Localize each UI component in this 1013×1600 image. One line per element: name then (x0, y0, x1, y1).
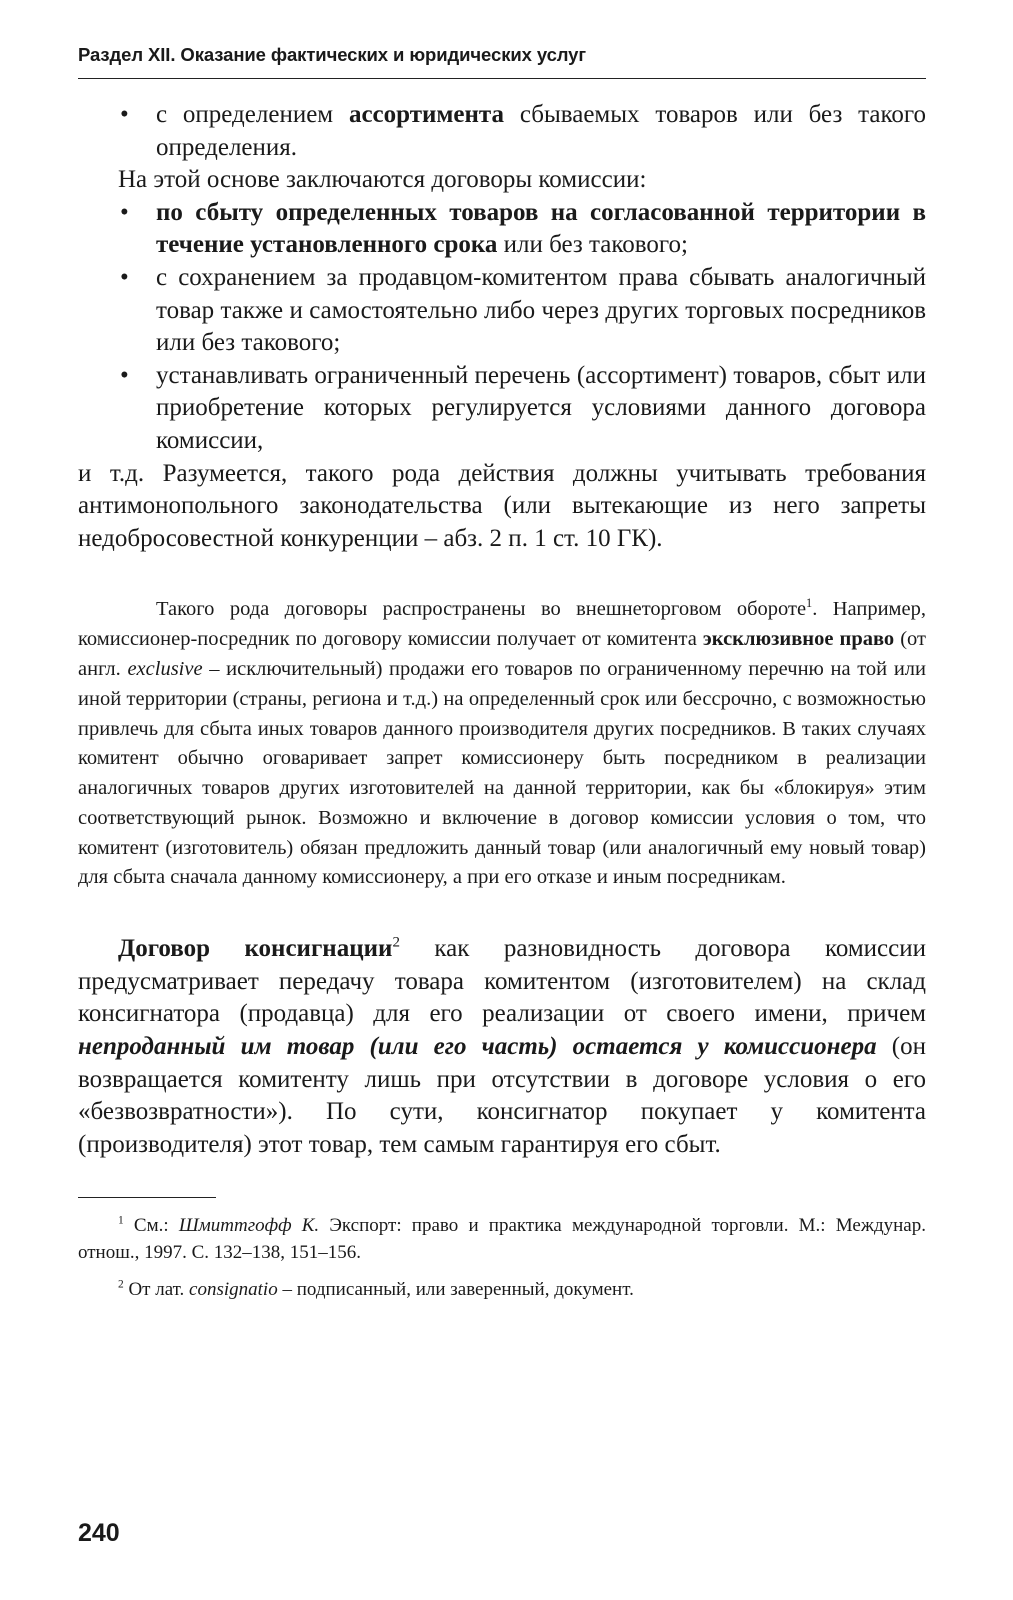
list-item: • по сбыту определенных товаров на согласованной территории в течение установленного срока или без такового; (120, 198, 926, 259)
book-page (78, 44, 926, 1303)
paragraph: и т.д. Разумеется, такого рода действия должны учитывать требования антимонопольного законодательства (или вытекающие из него запреты недобросовестной конкуренции – абз. 2 п. 1 ст. 10 ГК). (78, 459, 926, 552)
footnote: $^2$ От лат. consignatio – подписанный, или заверенный, документ. (118, 1279, 634, 1301)
footnote-ref: 1 (806, 596, 813, 611)
main-text (78, 99, 926, 555)
bullet-icon: • (120, 263, 129, 291)
bullet-list-main (78, 197, 926, 458)
intro-line: На этой основе заключаются договоры комиссии: (118, 166, 647, 194)
list-item: • устанавливать ограниченный перечень (ассортимент) товаров, сбыт или приобретение которых регулируется условиями данного договора комиссии, (120, 361, 926, 454)
bullet-icon: • (120, 198, 129, 226)
footnote-ref: 2 (392, 934, 400, 951)
small-print-paragraph: Такого рода договоры распространены во внешнеторговом обороте$^1$. Например, комиссионер-посредник по договору комиссии получает от комитента эксклюзивное право (от англ. exclusive – исключительный) продажи его товаров по ограниченному перечню на той или иной территории (страны, региона и т.д.) на определенный срок или бессрочно, с возможностью привлечь для сбыта иных товаров данного производителя других посредников. В таких случаях комитент обычно оговаривает запрет комиссионеру быть посредником в реализации аналогичных товаров других изготовителей на данной территории, как бы «блокируя» этим соответствующий рынок. Возможно и включение в договор комиссии условия о том, что комитент (изготовитель) обязан предложить данный товар (или аналогичный ему новый товар) для сбыта сначала данному комиссионеру, а при его отказе и иным посредникам. (78, 596, 926, 889)
running-head: Раздел XII. Оказание фактических и юридических услуг (78, 44, 926, 79)
footnote: $^1$ См.: Шмиттгофф К. Экспорт: право и практика международной торговли. М.: Междунар. отнош., 1997. С. 132–138, 151–156. (78, 1215, 926, 1264)
bullet-list-top (78, 99, 926, 164)
bullet-icon: • (120, 101, 129, 128)
list-item: • с определением ассортимента сбываемых товаров или без такого определения. (120, 101, 926, 161)
page-number: 240 (78, 1519, 120, 1547)
list-item: • с сохранением за продавцом-комитентом права сбывать аналогичный товар также и самостоятельно либо через других торговых посредников или без такового; (120, 263, 926, 357)
footnote-divider (78, 1197, 216, 1198)
paragraph-consignment: Договор консигнации$^2$ как разновидность договора комиссии предусматривает передачу товара комитентом (изготовителем) на склад консигнатора (продавца) для его реализации от своего имени, причем непроданный им товар (или его часть) остается у комиссионера (он возвращается комитенту лишь при отсутствии в договоре условия о его «безвозвратности»). По сути, консигнатор покупает у комитента (производителя) этот товар, тем самым гарантируя его сбыт. (78, 934, 926, 1158)
bullet-icon: • (120, 361, 129, 389)
